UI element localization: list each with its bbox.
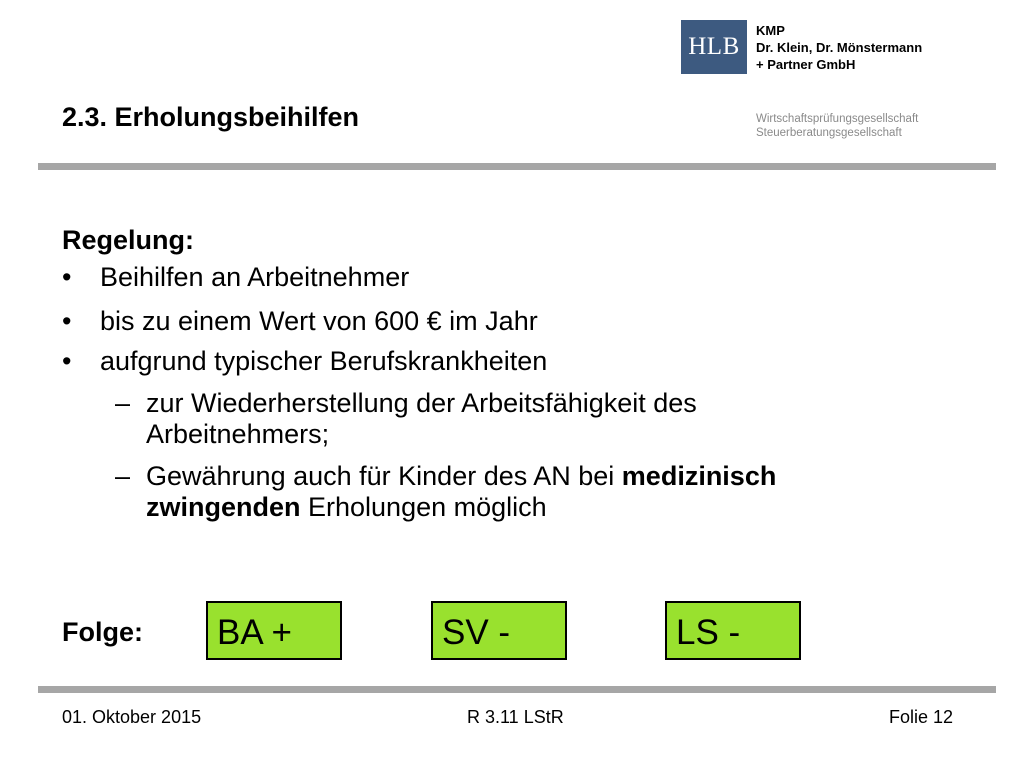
footer-date: 01. Oktober 2015 (62, 707, 202, 727)
ls-box: LS - (665, 601, 801, 660)
sv-box: SV - (431, 601, 567, 660)
slide-title: 2.3. Erholungsbeihilfen (62, 102, 360, 132)
footer-reference: R 3.11 LStR (467, 707, 564, 727)
bullet-marker: • (62, 306, 72, 336)
logo-text: HLB (688, 33, 740, 60)
sub-item-line: zur Wiederherstellung der Arbeitsfähigkeit des (146, 388, 697, 418)
bullet-text: bis zu einem Wert von 600 € im Jahr (100, 306, 538, 336)
dash-marker: – (115, 388, 131, 418)
bullet-marker: • (62, 346, 72, 376)
firm-name (756, 22, 922, 73)
firm-subtitle-line: Wirtschaftsprüfungsgesellschaft (756, 113, 919, 125)
sub-item-part: Gewährung auch für Kinder des AN bei (146, 461, 622, 491)
header-divider (38, 163, 996, 170)
firm-name-line: KMP (756, 23, 785, 38)
folge-label: Folge: (62, 617, 143, 647)
firm-subtitle (756, 112, 918, 140)
ba-box: BA + (206, 601, 342, 660)
footer-page-number: Folie 12 (889, 707, 954, 727)
sub-item-line: Arbeitnehmers; (146, 419, 330, 449)
bullet-text: Beihilfen an Arbeitnehmer (100, 262, 410, 292)
sub-item-text (146, 388, 976, 450)
sub-item-bold: medizinisch (621, 461, 777, 491)
firm-subtitle-line: Steuerberatungsgesellschaft (756, 127, 902, 139)
dash-marker: – (115, 461, 131, 491)
hlb-logo (681, 20, 747, 74)
regelung-label: Regelung: (62, 225, 194, 255)
bullet-text: aufgrund typischer Berufskrankheiten (100, 346, 548, 376)
sub-item-bold: zwingenden (146, 492, 301, 522)
bullet-marker: • (62, 262, 72, 292)
firm-name-line: + Partner GmbH (756, 57, 856, 72)
firm-name-line: Dr. Klein, Dr. Mönstermann (756, 40, 923, 55)
sub-item-part: Erholungen möglich (300, 492, 547, 522)
footer-divider (38, 686, 996, 693)
sub-item-text (146, 461, 976, 523)
